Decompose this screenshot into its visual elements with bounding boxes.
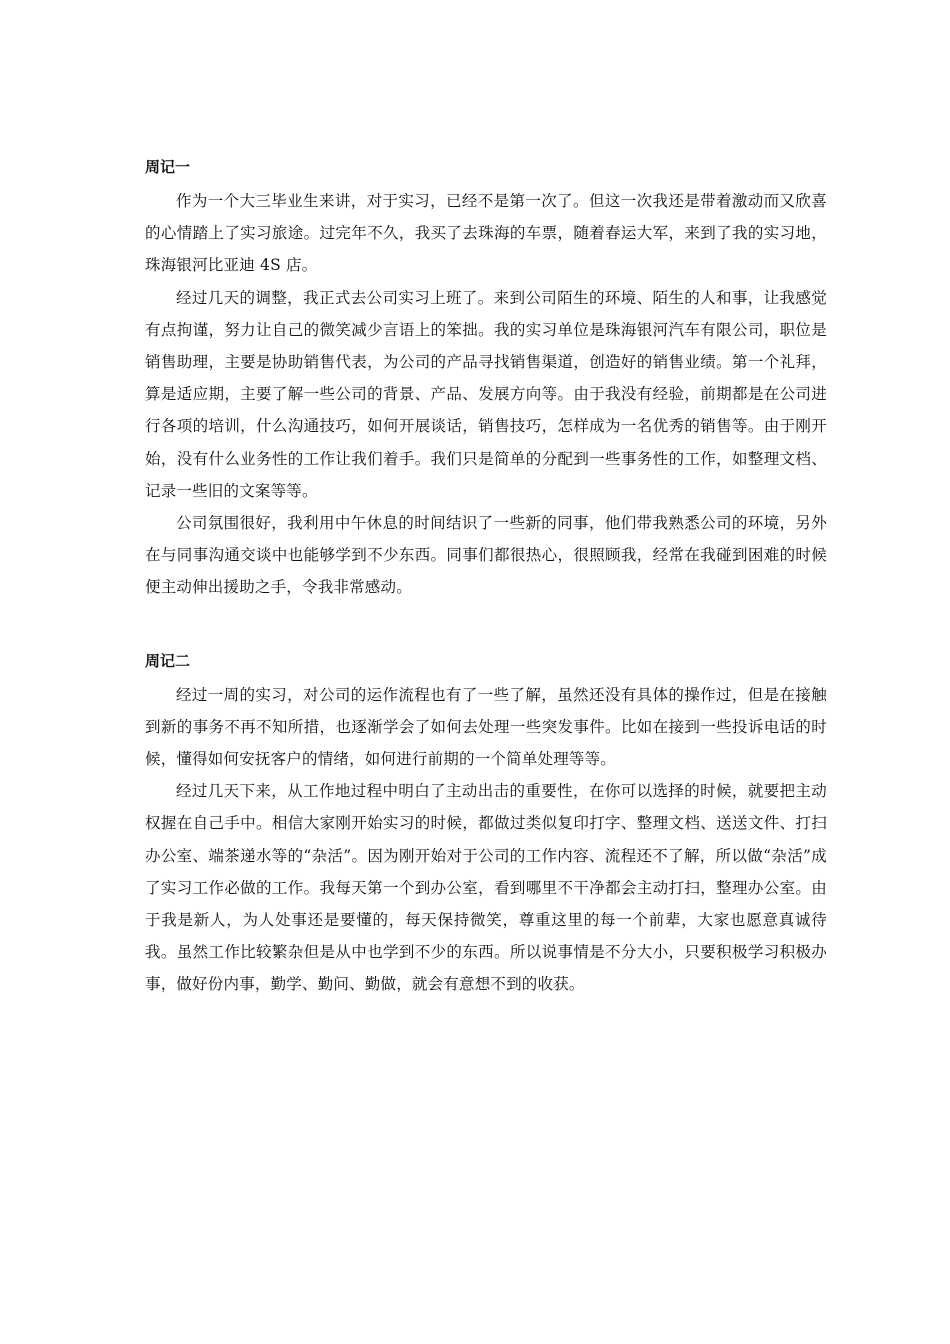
paragraph: 经过一周的实习，对公司的运作流程也有了一些了解，虽然还没有具体的操作过，但是在接触到新的事务不再不知所措，也逐渐学会了如何去处理一些突发事件。比如在接到一些投诉电话的时候，懂得如何安抚客户的情绪，如何进行前期的一个简单处理等等。 (145, 685, 827, 769)
document-page (145, 152, 827, 1001)
weekly-journal-2 (145, 646, 827, 1001)
section-title: 周记二 (145, 651, 191, 670)
paragraph: 经过几天的调整，我正式去公司实习上班了。来到公司陌生的环境、陌生的人和事，让我感觉有点拘谨，努力让自己的微笑减少言语上的笨拙。我的实习单位是珠海银河汽车有限公司，职位是销售助理，主要是协助销售代表，为公司的产品寻找销售渠道，创造好的销售业绩。第一个礼拜，算是适应期，主要了解一些公司的背景、产品、发展方向等。由于我没有经验，前期都是在公司进行各项的培训，什么沟通技巧，如何开展谈话，销售技巧，怎样成为一名优秀的销售等。由于刚开始，没有什么业务性的工作让我们着手。我们只是简单的分配到一些事务性的工作，如整理文档、记录一些旧的文案等等。 (145, 288, 827, 500)
paragraph: 公司氛围很好，我利用中午休息的时间结识了一些新的同事，他们带我熟悉公司的环境，另外在与同事沟通交谈中也能够学到不少东西。同事们都很热心，很照顾我，经常在我碰到困难的时候便主动伸出援助之手，令我非常感动。 (145, 514, 827, 597)
section-title: 周记一 (145, 158, 191, 176)
paragraph: 经过几天下来，从工作地过程中明白了主动出击的重要性，在你可以选择的时候，就要把主动权握在自己手中。相信大家刚开始实习的时候，都做过类似复印打字、整理文档、送送文件、打扫办公室、端茶递水等的“杂活”。因为刚开始对于公司的工作内容、流程还不了解，所以做“杂活”成了实习工作必做的工作。我每天第一个到办公室，看到哪里不干净都会主动打扫，整理办公室。由于我是新人，为人处事还是要懂的，每天保持微笑，尊重这里的每一个前辈，大家也愿意真诚待我。虽然工作比较繁杂但是从中也学到不少的东西。所以说事情是不分大小，只要积极学习积极办事，做好份内事，勤学、勤问、勤做，就会有意想不到的收获。 (145, 782, 827, 994)
weekly-journal-1 (145, 152, 827, 604)
paragraph: 作为一个大三毕业生来讲，对于实习，已经不是第一次了。但这一次我还是带着激动而又欣喜的心情踏上了实习旅途。过完年不久，我买了去珠海的车票，随着春运大军，来到了我的实习地，珠海银河比亚迪 4S 店。 (145, 192, 827, 275)
